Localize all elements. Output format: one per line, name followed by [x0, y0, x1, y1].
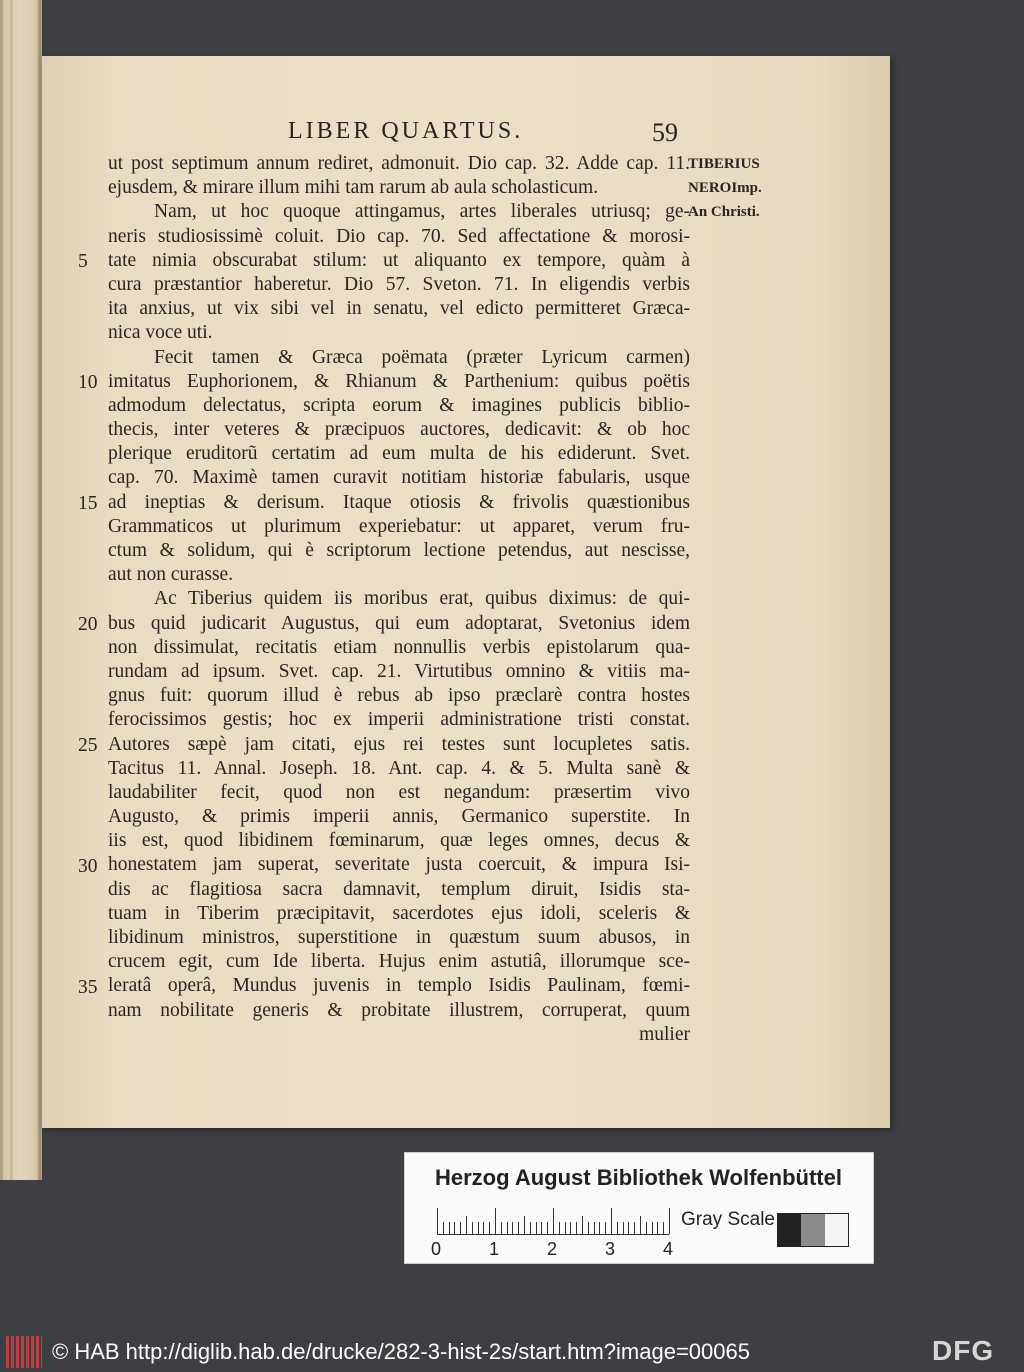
text-line: honestatem jam superat, severitate justa coercuit, & impura Isi-: [108, 854, 690, 876]
text-line: leratâ operâ, Mundus juvenis in templo Isidis Paulinam, fœmi-: [108, 975, 690, 997]
text-line: cura præstantior haberetur. Dio 57. Sveton. 71. In eligendis verbis: [108, 273, 690, 295]
ruler-tick: [507, 1222, 508, 1234]
ruler-tick: [541, 1222, 542, 1234]
ruler-number: 4: [663, 1239, 674, 1259]
ruler-tick: [669, 1208, 670, 1234]
ruler-tick: [582, 1216, 583, 1234]
page-edge-line: [0, 0, 3, 1180]
footer-bar: [0, 1332, 1024, 1372]
text-line: tuam in Tiberim præcipitavit, sacerdotes ejus idoli, sceleris &: [108, 902, 690, 924]
text-line: non dissimulat, recitatis etiam nonnullis verbis epistolarum qua-: [108, 636, 690, 658]
line-number: 15: [78, 492, 98, 514]
ruler-tick: [594, 1222, 595, 1234]
ruler-tick: [623, 1222, 624, 1234]
text-line: admodum delectatus, scripta eorum & imagines publicis biblio-: [108, 394, 690, 416]
margin-note-line: TIBERIUS: [688, 156, 760, 172]
color-calibration-card: [404, 1152, 874, 1264]
ruler-tick: [565, 1222, 566, 1234]
ruler-tick: [501, 1222, 502, 1234]
text-line: ut post septimum annum rediret, admonuit. Dio cap. 32. Adde cap. 11.: [108, 153, 690, 174]
ruler-tick: [605, 1222, 606, 1234]
text-line: laudabiliter fecit, quod non est negandum: præsertim vivo: [108, 781, 690, 803]
ruler-number: 0: [431, 1239, 442, 1259]
text-line: imitatus Euphorionem, & Rhianum & Parthenium: quibus poëtis: [108, 370, 690, 392]
text-line: ferocissimos gestis; hoc ex imperii administratione tristi constat.: [108, 709, 690, 731]
text-line: Autores sæpè jam citati, ejus rei testes sunt locupletes satis.: [108, 733, 690, 755]
ruler-tick: [634, 1222, 635, 1234]
ruler-tick: [588, 1222, 589, 1234]
text-line: dis ac flagitiosa sacra damnavit, templum diruit, Isidis sta-: [108, 878, 690, 900]
line-number: 30: [78, 855, 98, 877]
page-header: [288, 118, 688, 152]
ruler-tick: [640, 1216, 641, 1234]
ruler-number: 1: [489, 1239, 500, 1259]
line-number: 5: [78, 250, 88, 272]
ruler-tick: [489, 1222, 490, 1234]
ruler-tick: [524, 1216, 525, 1234]
ruler-tick: [518, 1222, 519, 1234]
ruler-tick: [599, 1222, 600, 1234]
text-line: Ac Tiberius quidem iis moribus erat, quibus diximus: de qui-: [154, 588, 690, 610]
text-line: bus quid judicarit Augustus, qui eum adoptarat, Svetonius idem: [108, 612, 690, 634]
text-line: Grammaticos ut plurimum experiebatur: ut apparet, verum fru-: [108, 515, 690, 537]
text-line: Nam, ut hoc quoque attingamus, artes liberales utriusq; ge-: [154, 201, 690, 223]
line-number: 25: [78, 734, 98, 756]
margin-note-line: An Christi.: [688, 204, 760, 221]
ruler-tick: [576, 1222, 577, 1234]
facing-page-edge: [0, 0, 42, 1180]
page-edge-line: [10, 0, 13, 1180]
ruler-tick: [570, 1222, 571, 1234]
text-line: libidinum ministros, superstitione in quæstum suum abusos, in: [108, 927, 690, 948]
margin-note-line: NEROImp.: [688, 180, 762, 197]
text-line: Fecit tamen & Græca poëmata (præter Lyricum carmen): [154, 346, 690, 368]
dfg-logo: DFG: [932, 1335, 995, 1366]
text-line: plerique eruditorũ certatim ad eum multa de his ediderunt. Svet.: [108, 443, 690, 465]
text-line: gnus fuit: quorum illud è rebus ab ipso præclarè contra hostes: [108, 685, 690, 707]
ruler-tick: [472, 1222, 473, 1234]
margin-note: [688, 152, 778, 225]
text-line: Augusto, & primis imperii annis, Germanico superstite. In: [108, 806, 690, 828]
text-line: cap. 70. Maximè tamen curavit notitiam historiæ fabularis, usque: [108, 467, 690, 489]
ruler-tick: [628, 1222, 629, 1234]
text-line: rundam ad ipsum. Svet. cap. 21. Virtutibus omnino & vitiis ma-: [108, 660, 690, 682]
line-number: 35: [78, 976, 98, 998]
gray-swatch: [825, 1214, 848, 1246]
ruler-tick: [536, 1222, 537, 1234]
copyright-url[interactable]: © HAB http://diglib.hab.de/drucke/282-3-hist-2s/start.htm?image=00065: [52, 1339, 750, 1364]
gray-swatch: [778, 1214, 801, 1246]
ruler-tick: [460, 1222, 461, 1234]
text-line: mulier: [639, 1023, 690, 1045]
text-line: ita anxius, ut vix sibi vel in senatu, vel edicto permitteret Græca-: [108, 298, 690, 320]
gray-scale-swatches: [777, 1213, 849, 1247]
ruler-numbers: [431, 1239, 691, 1261]
text-line: Tacitus 11. Annal. Joseph. 18. Ant. cap. 4. & 5. Multa sanè &: [108, 757, 690, 779]
ruler-tick: [547, 1222, 548, 1234]
ruler-tick: [454, 1222, 455, 1234]
line-number: 10: [78, 371, 98, 393]
gray-swatch: [801, 1214, 824, 1246]
ruler-tick: [530, 1222, 531, 1234]
ruler-tick: [553, 1208, 554, 1234]
page-edge-line: [38, 0, 41, 1180]
ruler-tick: [443, 1222, 444, 1234]
text-line: ctum & solidum, qui è scriptorum lectione petendus, aut nescisse,: [108, 540, 690, 561]
library-logo-icon: [6, 1336, 42, 1368]
ruler-tick: [512, 1222, 513, 1234]
text-line: tate nimia obscurabat stilum: ut aliquanto ex tempore, quàm à: [108, 249, 690, 271]
ruler-number: 2: [547, 1239, 558, 1259]
ruler-tick: [483, 1222, 484, 1234]
ruler-tick: [559, 1222, 560, 1234]
ruler-tick: [646, 1222, 647, 1234]
ruler-tick: [652, 1222, 653, 1234]
line-number: 20: [78, 613, 98, 635]
ruler-tick: [478, 1222, 479, 1234]
text-line: nica voce uti.: [108, 322, 213, 344]
ruler-tick: [449, 1222, 450, 1234]
ruler-tick: [495, 1208, 496, 1234]
ruler-tick: [466, 1216, 467, 1234]
text-line: crucem egit, cum Ide liberta. Hujus enim astutiâ, illorumque sce-: [108, 951, 690, 973]
ruler-number: 3: [605, 1239, 616, 1259]
ruler-tick: [617, 1222, 618, 1234]
text-line: ejusdem, & mirare illum mihi tam rarum ab aula scholasticum.: [108, 177, 599, 199]
text-line: neris studiosissimè coluit. Dio cap. 70. Sed affectatione & morosi-: [108, 225, 690, 247]
body-text: [108, 152, 690, 1047]
page-number: 59: [652, 118, 678, 147]
text-line: aut non curasse.: [108, 564, 234, 586]
ruler-tick: [437, 1208, 438, 1234]
measure-ruler: [437, 1207, 669, 1235]
running-title: LIBER QUARTUS.: [288, 118, 524, 144]
gray-scale-label: Gray Scale: [681, 1209, 775, 1230]
library-name: Herzog August Bibliothek Wolfenbüttel: [435, 1165, 842, 1190]
ruler-tick: [657, 1222, 658, 1234]
ruler-tick: [663, 1222, 664, 1234]
text-line: ad ineptias & derisum. Itaque otiosis & frivolis quæstionibus: [108, 491, 690, 513]
text-line: iis est, quod libidinem fœminarum, quæ leges omnes, decus &: [108, 830, 690, 852]
ruler-tick: [611, 1208, 612, 1234]
text-line: thecis, inter veteres & præcipuos auctores, dedicavit: & ob hoc: [108, 419, 690, 441]
text-line: nam nobilitate generis & probitate illustrem, corruperat, quum: [108, 999, 690, 1021]
